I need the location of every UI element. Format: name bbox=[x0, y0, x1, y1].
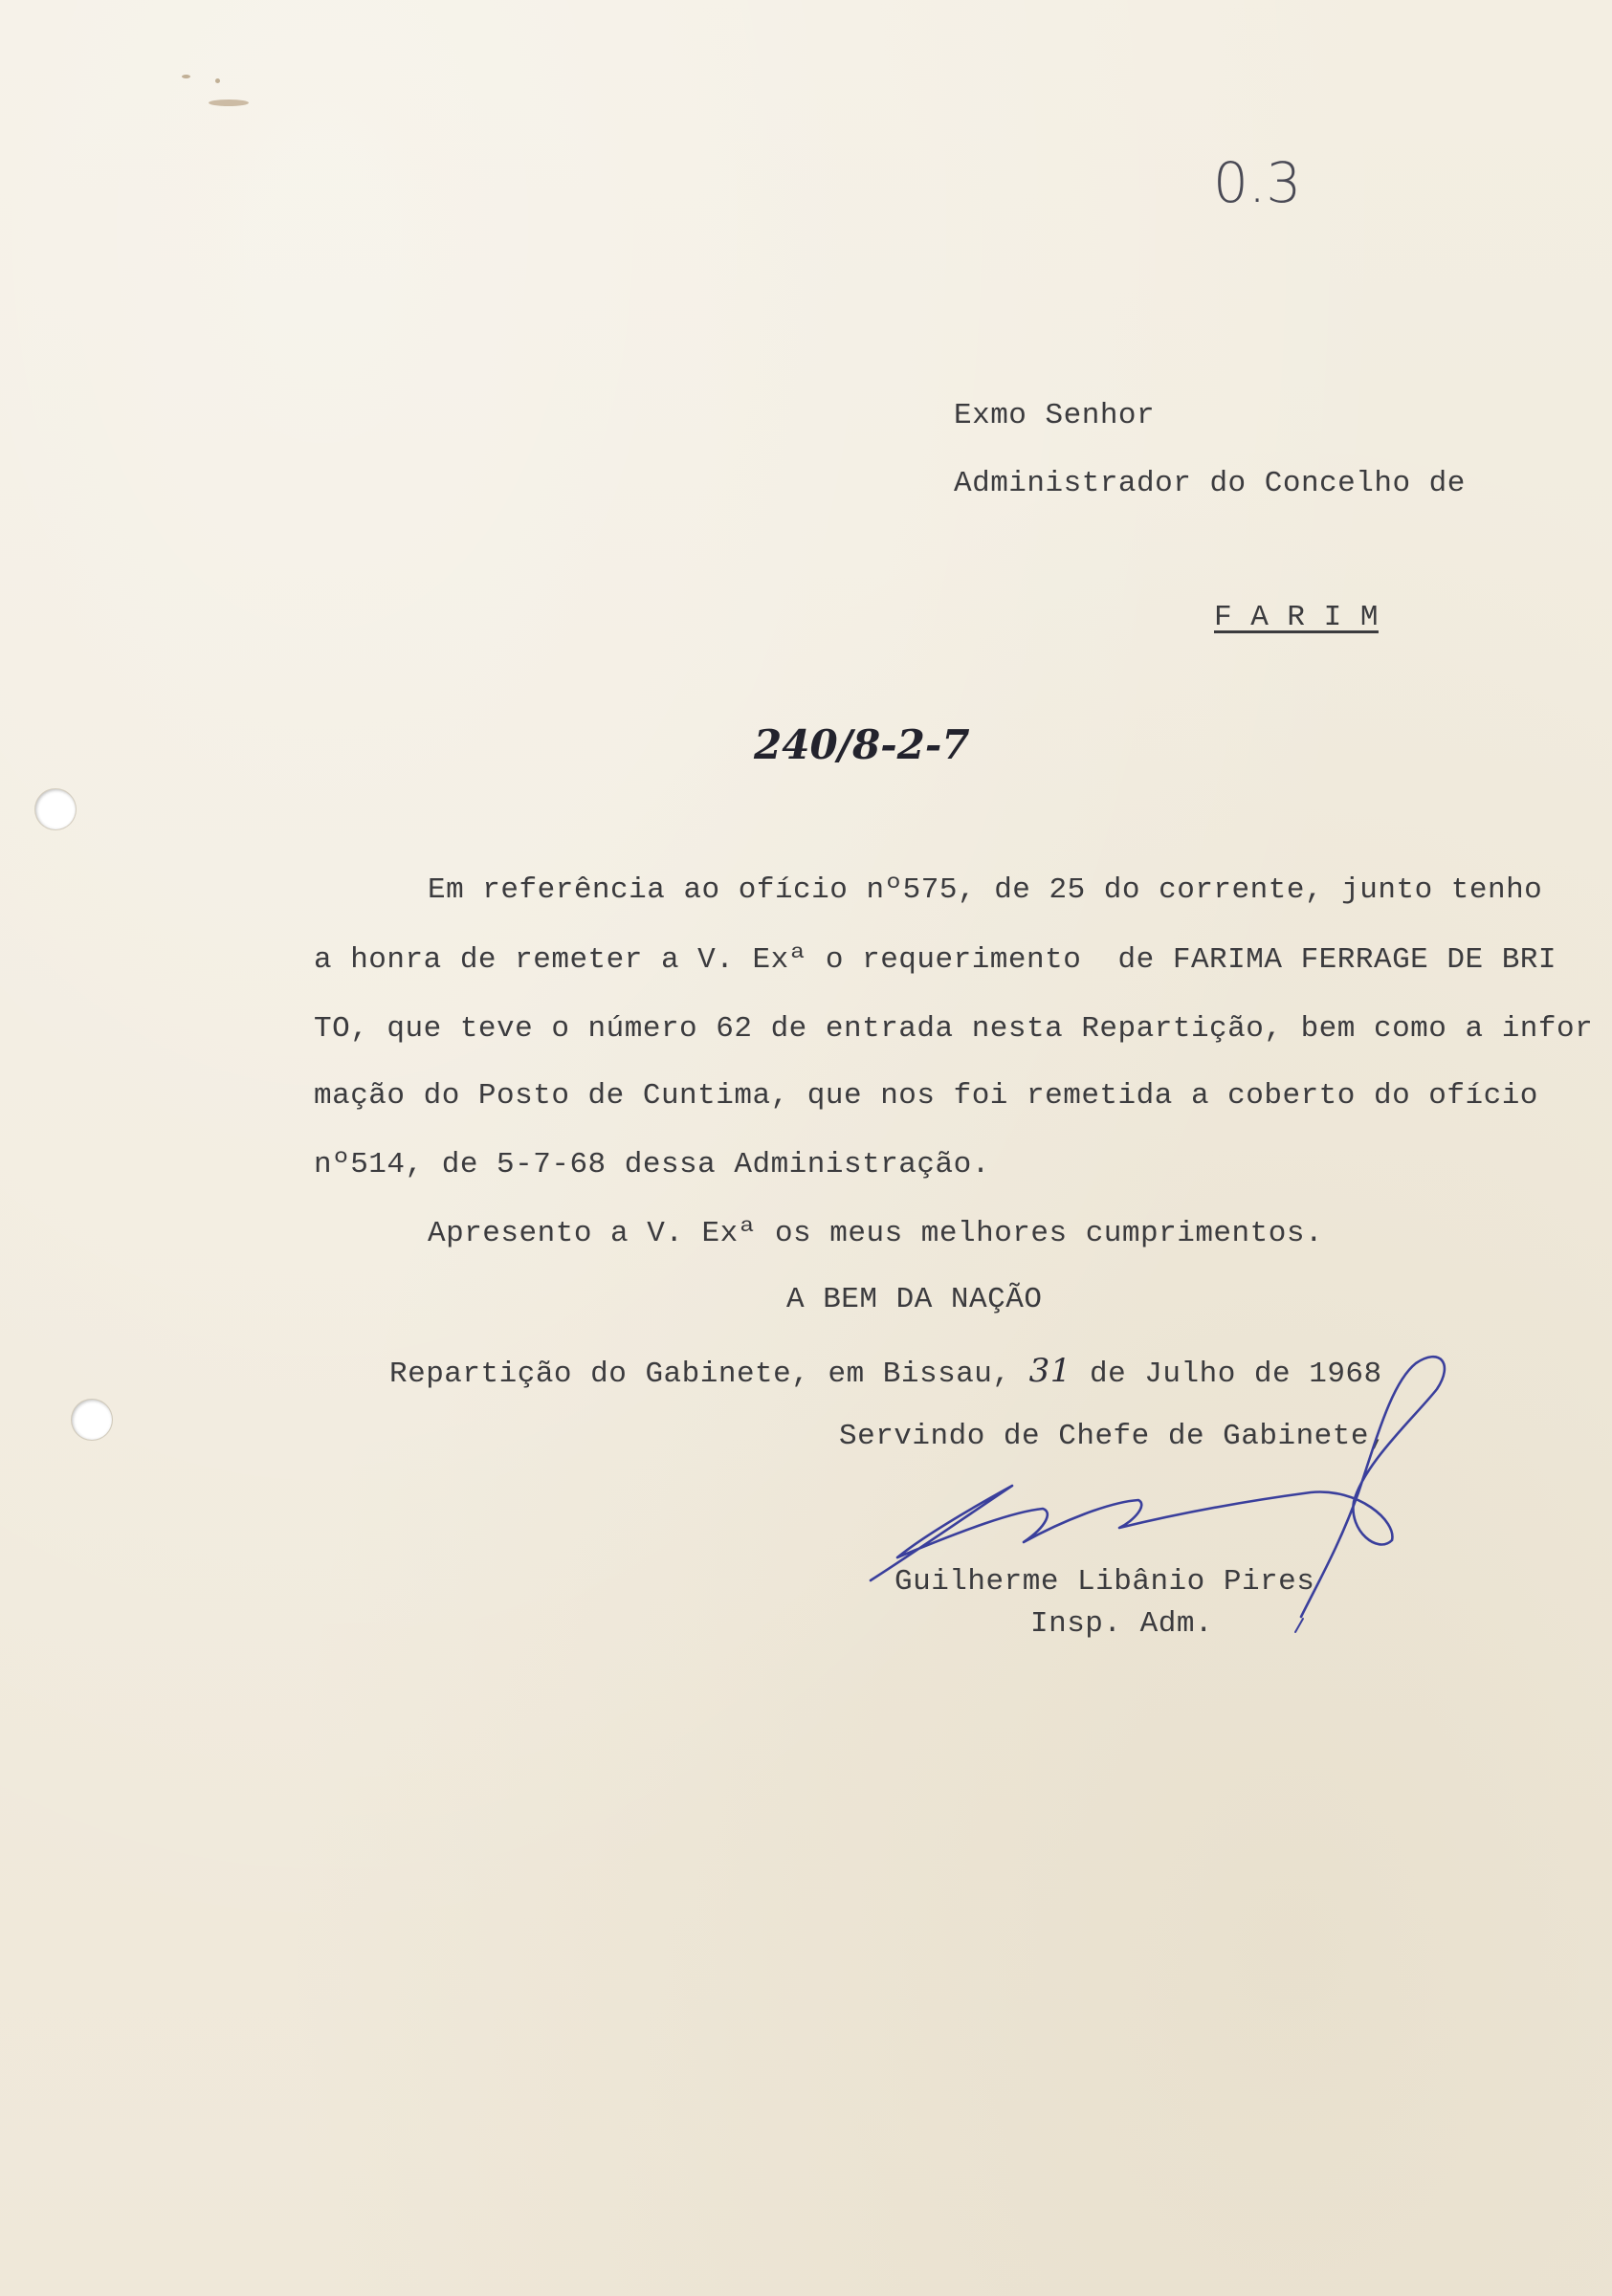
motto: A BEM DA NAÇÃO bbox=[786, 1283, 1043, 1316]
addressee-place: F A R I M bbox=[1214, 601, 1379, 634]
addressee-title: Administrador do Concelho de bbox=[954, 467, 1466, 500]
date-suffix: de Julho de 1968 bbox=[1071, 1358, 1382, 1391]
ink-stain bbox=[209, 99, 249, 106]
signatory-role: Servindo de Chefe de Gabinete, bbox=[839, 1420, 1388, 1453]
ink-stain bbox=[182, 75, 190, 78]
closing-line: Apresento a V. Exª os meus melhores cumprimentos. bbox=[428, 1217, 1324, 1250]
date-prefix: Repartição do Gabinete, em Bissau, bbox=[389, 1358, 1029, 1391]
punch-hole-lower bbox=[72, 1400, 112, 1440]
signatory-title: Insp. Adm. bbox=[1030, 1607, 1214, 1641]
addressee-salutation: Exmo Senhor bbox=[954, 399, 1156, 432]
ink-stain bbox=[215, 78, 220, 83]
body-line-2: a honra de remeter a V. Exª o requerimento de FARIMA FERRAGE DE BRI bbox=[314, 943, 1557, 977]
body-line-3: TO, que teve o número 62 de entrada nesta Repartição, bem como a infor bbox=[314, 1012, 1594, 1046]
signatory-name: Guilherme Libânio Pires bbox=[894, 1565, 1315, 1599]
date-day: 31 bbox=[1028, 1352, 1071, 1390]
body-line-1: Em referência ao ofício nº575, de 25 do corrente, junto tenho bbox=[428, 873, 1543, 907]
archive-reference: 240/8-2-7 bbox=[754, 721, 970, 768]
page-number: 0.3 bbox=[1213, 150, 1302, 215]
body-line-5: nº514, de 5-7-68 dessa Administração. bbox=[314, 1148, 990, 1181]
body-line-4: mação do Posto de Cuntima, que nos foi remetida a coberto do ofício bbox=[314, 1079, 1538, 1113]
date-line bbox=[389, 1352, 1382, 1391]
punch-hole-upper bbox=[35, 789, 76, 829]
